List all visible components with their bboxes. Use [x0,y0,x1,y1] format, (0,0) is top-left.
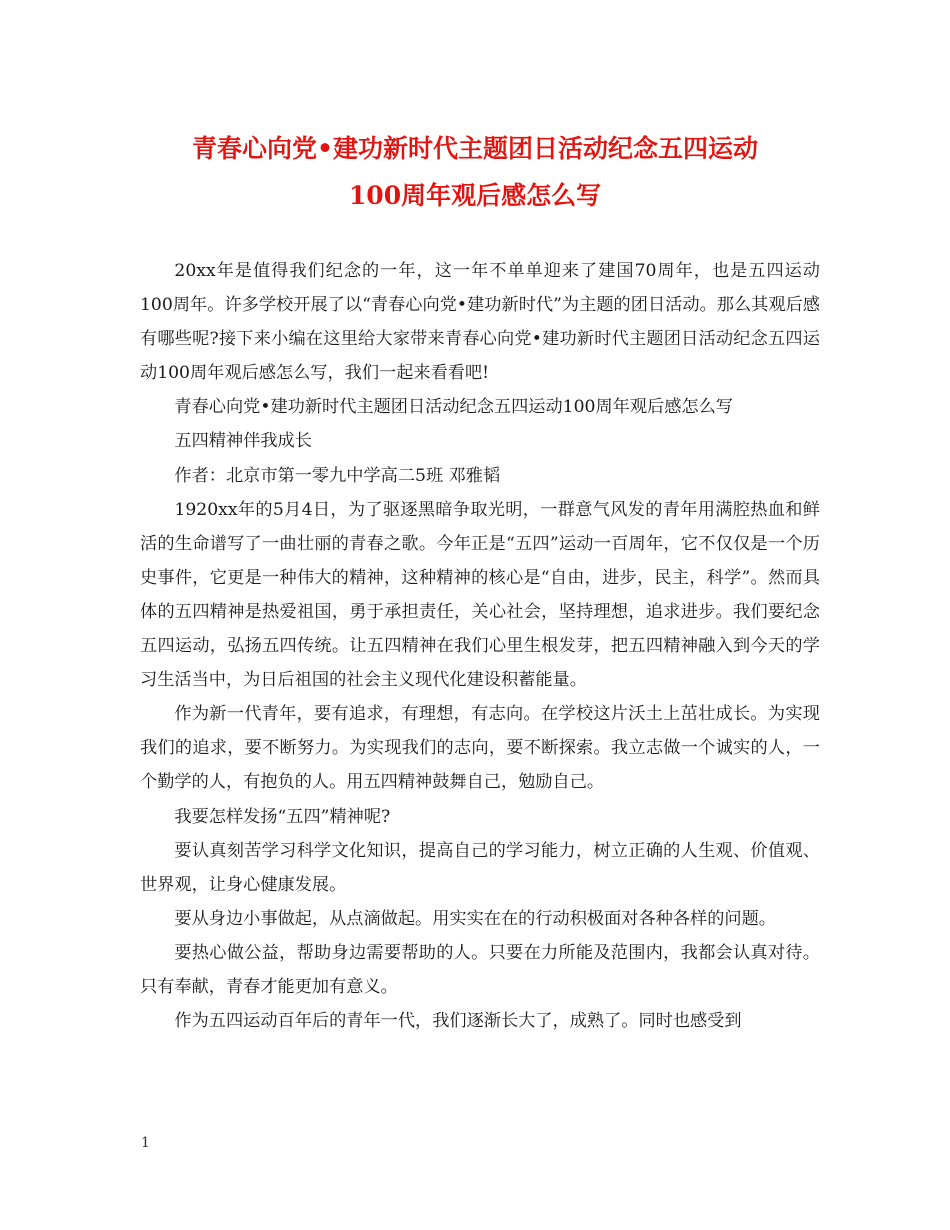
paragraph-history: 1920xx年的5月4日，为了驱逐黑暗争取光明，一群意气风发的青年用满腔热血和鲜活的生命谱写了一曲壮丽的青春之歌。今年正是“五四”运动一百周年，它不仅仅是一个历史事件，它更是一种伟大的精神，这种精神的核心是“自由，进步，民主，科学”。然而具体的五四精神是热爱祖国，勇于承担责任，关心社会，坚持理想，追求进步。我们要纪念五四运动，弘扬五四传统。让五四精神在我们心里生根发芽，把五四精神融入到今天的学习生活当中，为日后祖国的社会主义现代化建设积蓄能量。 [140,499,820,691]
paragraph-study: 要认真刻苦学习科学文化知识，提高自己的学习能力，树立正确的人生观、价值观、世界观，让身心健康发展。 [140,840,820,895]
document-title-line-1: 青春心向党•建功新时代主题团日活动纪念五四运动 [192,134,758,163]
page-number: 1 [141,1135,150,1151]
document-body [140,254,820,1038]
paragraph-author: 作者：北京市第一零九中学高二5班 邓雅韬 [174,465,501,486]
paragraph-essay-title: 五四精神伴我成长 [174,431,312,452]
paragraph-question: 我要怎样发扬“五四”精神呢? [174,806,391,827]
paragraph-intro: 20xx年是值得我们纪念的一年，这一年不单单迎来了建国70周年，也是五四运动100周年。许多学校开展了以“青春心向党•建功新时代”为主题的团日活动。那么其观后感有哪些呢?接下来小编在这里给大家带来青春心向党•建功新时代主题团日活动纪念五四运动100周年观后感怎么写，我们一起来看看吧! [140,261,820,384]
paragraph-youth: 作为新一代青年，要有追求，有理想，有志向。在学校这片沃土上茁壮成长。为实现我们的追求，要不断努力。为实现我们的志向，要不断探索。我立志做一个诚实的人，一个勤学的人，有抱负的人。用五四精神鼓舞自己，勉励自己。 [140,704,820,793]
paragraph-conclusion: 作为五四运动百年后的青年一代，我们逐渐长大了，成熟了。同时也感受到 [174,1011,742,1032]
document-title-line-2: 100周年观后感怎么写 [348,181,602,210]
paragraph-charity: 要热心做公益，帮助身边需要帮助的人。只要在力所能及范围内，我都会认真对待。只有奉献，青春才能更加有意义。 [140,942,820,997]
paragraph-repeat-title: 青春心向党•建功新时代主题团日活动纪念五四运动100周年观后感怎么写 [174,397,733,418]
paragraph-small-things: 要从身边小事做起，从点滴做起。用实实在在的行动积极面对各种各样的问题。 [174,908,776,929]
